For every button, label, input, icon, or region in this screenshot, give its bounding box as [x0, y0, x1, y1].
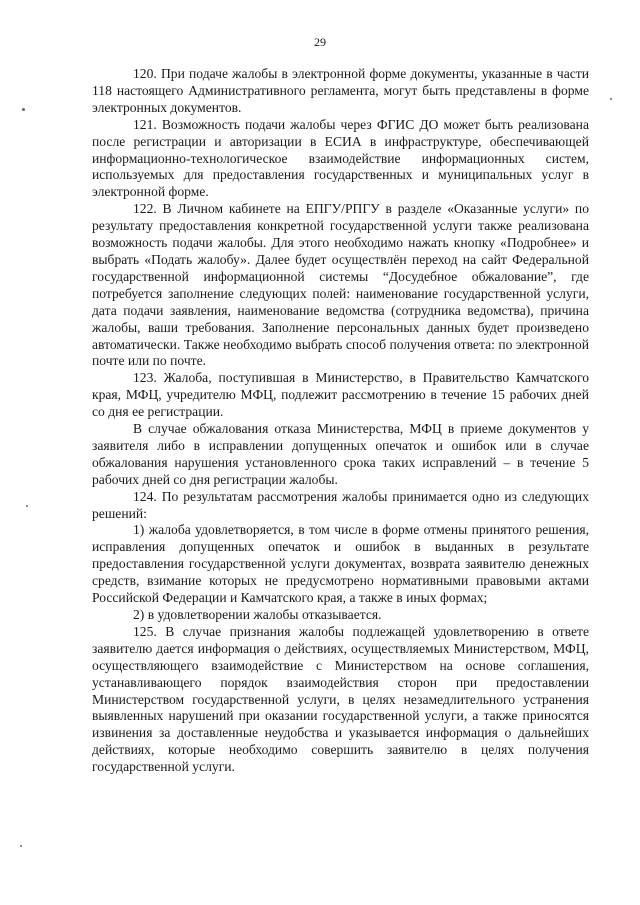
page-number: 29	[314, 35, 326, 49]
scan-speck	[22, 108, 25, 111]
document-body	[92, 66, 589, 776]
list-item-1: 1) жалоба удовлетворяется, в том числе в форме отмены принятого решения, исправления допущенных опечаток и ошибок в выданных в результате предоставления государственной услуги документах, возврата заявителю денежных средств, взимание которых не предусмотрено нормативными правовыми актами Российской Федерации и Камчатского края, а также в иных формах;	[92, 522, 589, 606]
paragraph-124: 124. По результатам рассмотрения жалобы принимается одно из следующих решений:	[92, 488, 589, 521]
paragraph-122: 122. В Личном кабинете на ЕПГУ/РПГУ в разделе «Оказанные услуги» по результату предоставления конкретной государственной услуги также реализована возможность подачи жалобы. Для этого необходимо нажать кнопку «Подробнее» и выбрать «Подать жалобу». Далее будет осуществлён переход на сайт Федеральной государственной информационной системы “Досудебное обжалование”, где потребуется заполнение следующих полей: наименование государственной услуги, дата подачи заявления, наименование ведомства (сотрудника ведомства), причина жалобы, ваши требования. Заполнение персональных данных будет произведено автоматически. Также необходимо выбрать способ получения ответа: по электронной почте или по почте.	[92, 201, 589, 369]
scan-speck	[610, 98, 612, 100]
list-item-2: 2) в удовлетворении жалобы отказывается.	[133, 607, 382, 622]
scan-speck	[26, 505, 28, 507]
paragraph-125: 125. В случае признания жалобы подлежащей удовлетворению в ответе заявителю дается информация о действиях, осуществляемых Министерством, МФЦ, осуществляющего взаимодействие с Министерством на основе соглашения, устанавливающего порядок взаимодействия сторон при предоставлении Министерством государственной услуги, в целях незамедлительного устранения выявленных нарушений при оказании государственной услуги, а также приносятся извинения за доставленные неудобства и указывается информация о дальнейших действиях, которые необходимо совершить заявителю в целях получения государственной услуги.	[92, 623, 589, 775]
paragraph-121: 121. Возможность подачи жалобы через ФГИС ДО может быть реализована после регистрации и авторизации в ЕСИА в инфраструктуре, обеспечивающей информационно-технологическое взаимодействие информационных систем, используемых для предоставления государственных и муниципальных услуг в электронной форме.	[92, 116, 589, 200]
paragraph-123-continued: В случае обжалования отказа Министерства, МФЦ в приеме документов у заявителя либо в исправлении допущенных опечаток и ошибок или в случае обжалования нарушения установленного срока таких исправлений – в течение 5 рабочих дней со дня регистрации жалобы.	[92, 421, 589, 487]
paragraph-120: 120. При подаче жалобы в электронной форме документы, указанные в части 118 настоящего Административного регламента, могут быть представлены в форме электронных документов.	[92, 66, 589, 115]
paragraph-123: 123. Жалоба, поступившая в Министерство, в Правительство Камчатского края, МФЦ, учредителю МФЦ, подлежит рассмотрению в течение 15 рабочих дней со дня ее регистрации.	[92, 370, 589, 420]
scan-speck	[20, 845, 22, 847]
